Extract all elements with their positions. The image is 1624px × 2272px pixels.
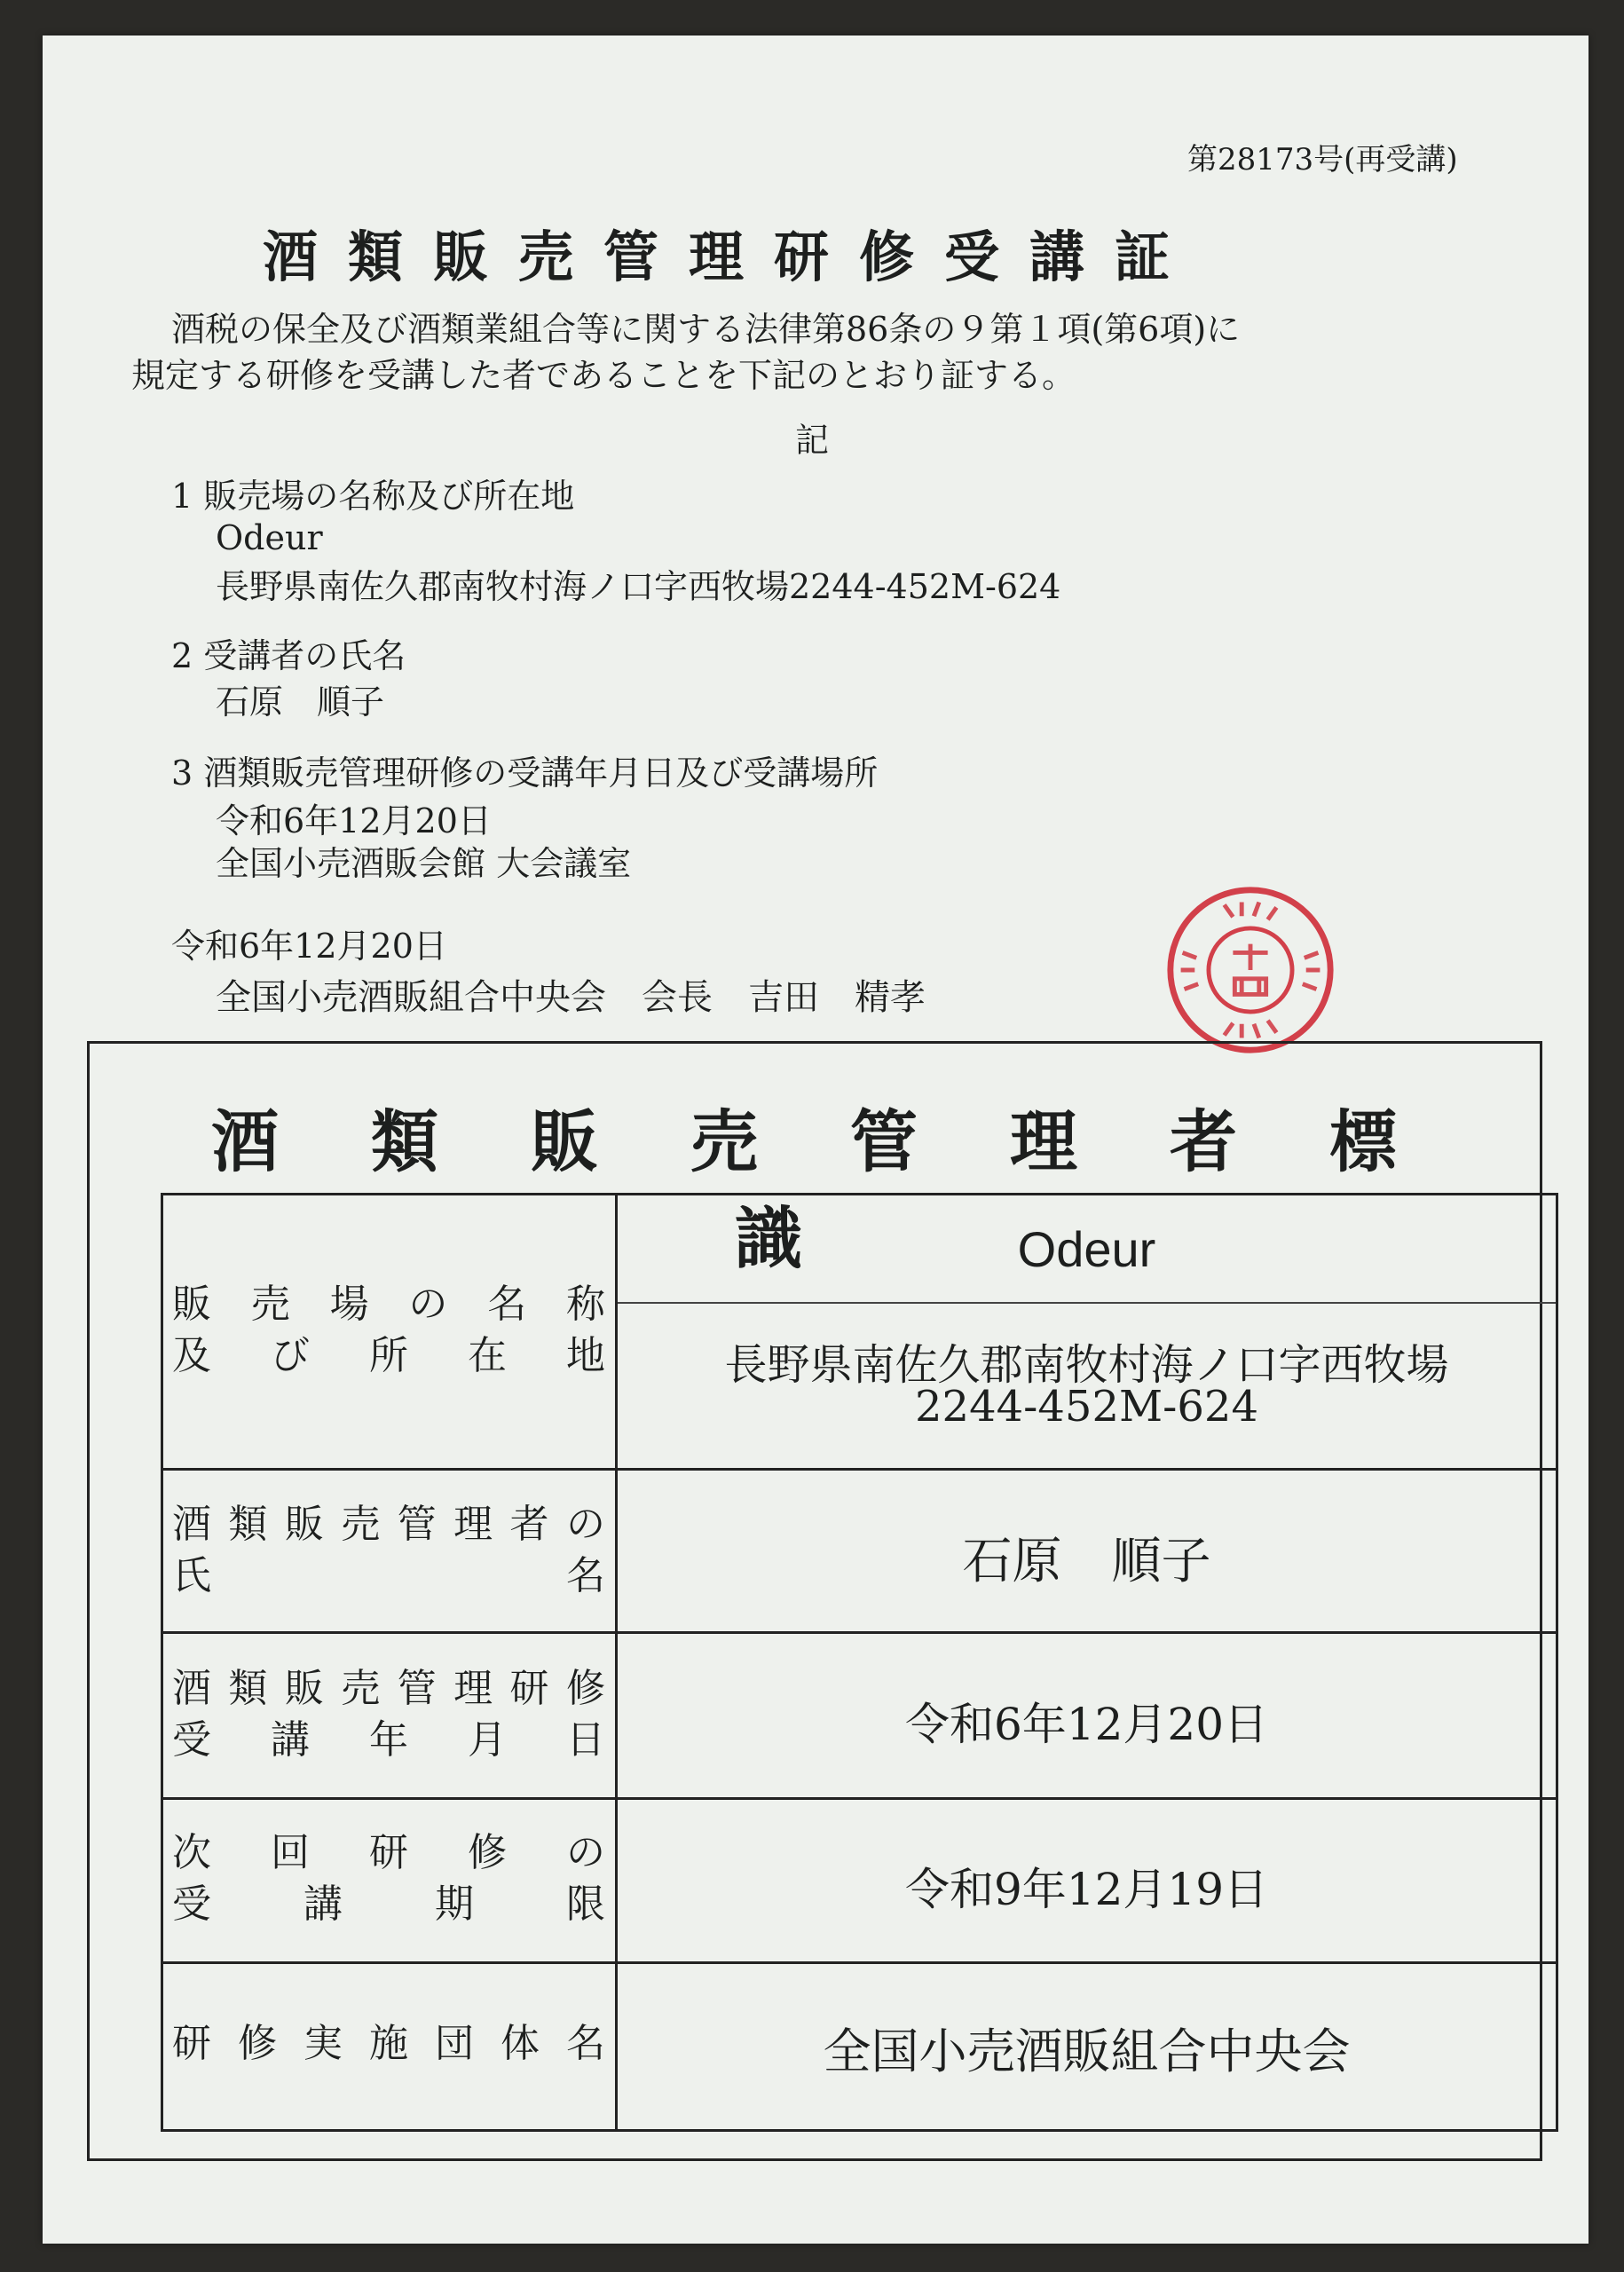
sign-title: 酒類販売管理者標識 (211, 1102, 1489, 1278)
item3-date: 令和6年12月20日 (216, 801, 492, 840)
row-divider (163, 1631, 1556, 1634)
row-label-training-date (172, 1663, 605, 1766)
label-char: の (565, 1502, 605, 1547)
label-line (172, 1715, 605, 1766)
label-char: 場 (329, 1282, 369, 1327)
row-divider (163, 1961, 1556, 1964)
label-line (172, 1550, 605, 1602)
label-char: 氏 (172, 1553, 211, 1598)
label-char: 管 (397, 1666, 437, 1711)
store-name-value: Odeur (1017, 1221, 1156, 1277)
label-line (172, 1330, 605, 1382)
item2-name: 石原 順子 (216, 682, 385, 722)
item1-store-name: Odeur (216, 518, 323, 557)
label-line (172, 1879, 605, 1930)
label-char: 販 (172, 1282, 211, 1327)
label-char: 名 (566, 2021, 605, 2066)
manager-sign-box (87, 1041, 1542, 2161)
row-label-manager (172, 1499, 605, 1602)
label-char: 実 (304, 2021, 343, 2066)
label-line (172, 1827, 605, 1879)
label-char: 受 (172, 1882, 211, 1927)
label-line (172, 1499, 605, 1550)
item1-heading: 1 販売場の名称及び所在地 (171, 477, 575, 516)
row-label-next-deadline (172, 1827, 605, 1930)
label-line (172, 1663, 605, 1715)
certificate-paper (43, 36, 1589, 2244)
store-address-line2: 2244-452M-624 (915, 1382, 1258, 1432)
label-char: 売 (341, 1502, 381, 1547)
intro-text-line2: 規定する研修を受講した者であることを下記のとおり証する。 (131, 356, 1076, 395)
organizer-value: 全国小売酒販組合中央会 (823, 2024, 1351, 2079)
item2-heading: 2 受講者の氏名 (171, 636, 406, 675)
row-divider (618, 1302, 1556, 1304)
row-label-store (172, 1279, 605, 1382)
label-char: 研 (369, 1830, 408, 1875)
label-char: 称 (565, 1282, 605, 1327)
label-char: 売 (250, 1282, 290, 1327)
issuer: 全国小売酒販組合中央会 会長 吉田 精孝 (216, 977, 926, 1018)
store-address-line1: 長野県南佐久郡南牧村海ノ口字西牧場 (724, 1340, 1449, 1390)
label-char: 類 (228, 1502, 268, 1547)
label-char: び (271, 1333, 310, 1378)
item1-address: 長野県南佐久郡南牧村海ノ口字西牧場2244-452M-624 (216, 567, 1061, 606)
label-char: 及 (172, 1333, 211, 1378)
label-char: 研 (172, 2021, 211, 2066)
label-line (172, 2018, 605, 2070)
training-date-value: 令和6年12月20日 (904, 1699, 1269, 1750)
ki-marker: 記 (795, 421, 830, 460)
label-char: 管 (397, 1502, 437, 1547)
label-char: 受 (172, 1717, 211, 1763)
label-char: 次 (172, 1830, 211, 1875)
label-char: 理 (453, 1666, 493, 1711)
label-char: 名 (566, 1553, 605, 1598)
label-char: 名 (487, 1282, 527, 1327)
label-char: 酒 (172, 1666, 211, 1711)
row-divider (163, 1468, 1556, 1471)
label-char: 類 (228, 1666, 268, 1711)
sign-table (161, 1193, 1558, 2132)
label-char: の (566, 1830, 605, 1875)
label-char: 施 (369, 2021, 408, 2066)
issue-date: 令和6年12月20日 (171, 927, 447, 966)
label-char: 酒 (172, 1502, 211, 1547)
label-char: 所 (369, 1333, 408, 1378)
label-char: 講 (271, 1717, 310, 1763)
label-char: 限 (566, 1882, 605, 1927)
item3-heading: 3 酒類販売管理研修の受講年月日及び受講場所 (171, 753, 879, 793)
label-char: 修 (468, 1830, 507, 1875)
certificate-title: 酒類販売管理研修受講証 (263, 225, 1201, 289)
label-char: 売 (341, 1666, 381, 1711)
label-char: 月 (468, 1717, 507, 1763)
label-char: 年 (369, 1717, 408, 1763)
label-line (172, 1279, 605, 1330)
label-char: 日 (566, 1717, 605, 1763)
label-char: 修 (238, 2021, 277, 2066)
label-char: 期 (435, 1882, 474, 1927)
row-divider (163, 1797, 1556, 1800)
label-char: 在 (468, 1333, 507, 1378)
certificate-number: 第28173号(再受講) (1187, 142, 1458, 178)
label-char: 修 (565, 1666, 605, 1711)
label-char: 販 (284, 1666, 324, 1711)
label-char: 体 (501, 2021, 540, 2066)
manager-name-value: 石原 順子 (962, 1533, 1211, 1590)
next-deadline-value: 令和9年12月19日 (904, 1864, 1269, 1915)
label-char: 者 (509, 1502, 549, 1547)
row-label-organizer (172, 2018, 605, 2070)
label-char: 回 (271, 1830, 310, 1875)
label-char: 講 (304, 1882, 343, 1927)
intro-text-line1: 酒税の保全及び酒類業組合等に関する法律第86条の９第１項(第6項)に (171, 310, 1241, 349)
label-char: 団 (435, 2021, 474, 2066)
label-char: 理 (453, 1502, 493, 1547)
label-char: の (408, 1282, 448, 1327)
label-char: 販 (284, 1502, 324, 1547)
item3-place: 全国小売酒販会館 大会議室 (216, 844, 632, 883)
label-char: 研 (509, 1666, 549, 1711)
official-seal-icon (1163, 883, 1337, 1057)
label-char: 地 (566, 1333, 605, 1378)
